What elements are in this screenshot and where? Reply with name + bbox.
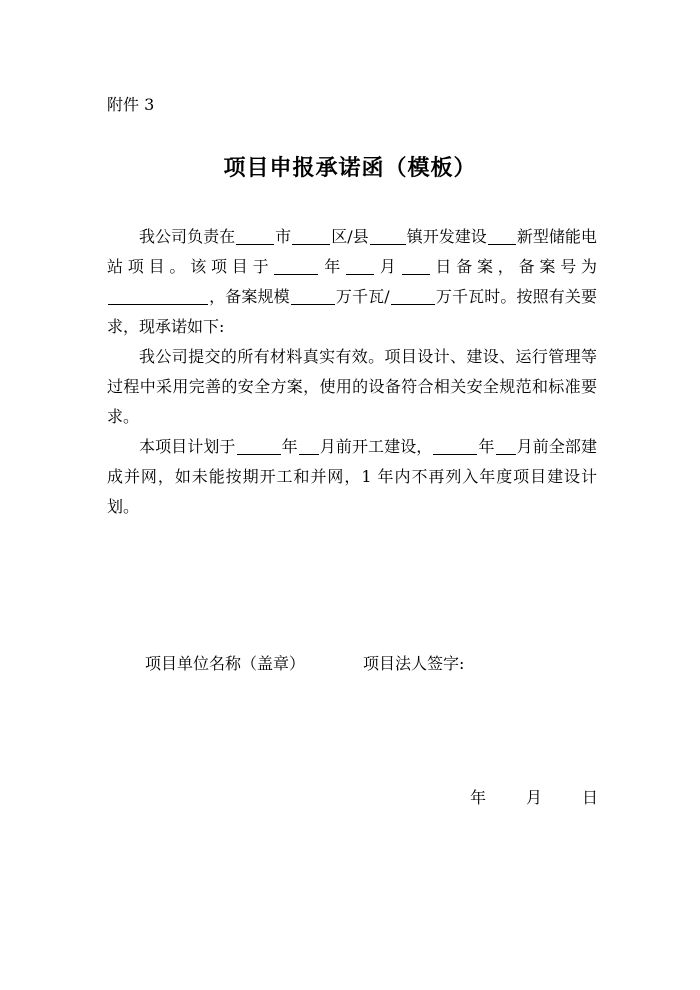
signature-row <box>145 652 464 676</box>
text-segment: 年 <box>478 437 495 456</box>
date-row <box>470 786 598 810</box>
text-segment: 年 <box>319 257 345 276</box>
text-segment: 月前全部建成并网，如未能按期开工和并网，1 年内不再列入年度项目建设计划。 <box>107 437 597 516</box>
text-segment: 我公司负责在 <box>139 227 236 246</box>
capacity-mwh-blank <box>391 288 435 305</box>
capacity-mw-blank <box>291 288 335 305</box>
date-month: 月 <box>526 788 543 807</box>
text-segment: 月 <box>375 257 401 276</box>
project-name-blank <box>488 228 516 245</box>
filing-day-blank <box>402 258 430 275</box>
commitment-paragraph-schedule <box>107 432 597 522</box>
text-segment: 月前开工建设， <box>319 437 433 456</box>
text-segment: 本项目计划于 <box>139 437 236 456</box>
attachment-label: 附件 3 <box>107 95 155 114</box>
commitment-paragraph-materials: 我公司提交的所有材料真实有效。项目设计、建设、运行管理等过程中采用完善的安全方案，使用的设备符合相关安全规范和标准要求。 <box>107 347 597 426</box>
unit-name-seal-label: 项目单位名称（盖章） <box>145 654 306 673</box>
district-blank <box>292 228 330 245</box>
text-segment: 日备案，备案号为 <box>430 257 597 276</box>
date-year: 年 <box>470 788 487 807</box>
start-year-blank <box>237 438 281 455</box>
legal-person-signature-label: 项目法人签字: <box>363 654 465 673</box>
grid-year-blank <box>433 438 477 455</box>
text-segment: 万千瓦/ <box>335 287 390 306</box>
filing-number-blank <box>108 288 208 305</box>
text-segment: 年 <box>281 437 298 456</box>
text-segment: ，备案规模 <box>209 287 290 306</box>
town-blank <box>370 228 406 245</box>
city-blank <box>236 228 274 245</box>
document-title: 项目申报承诺函（模板） <box>223 155 477 181</box>
document-body <box>107 222 597 522</box>
text-segment: 万千瓦时。按照有关要求，现承诺如下: <box>107 287 597 336</box>
text-segment: 新型储能电站项目。该项目于 <box>107 227 597 276</box>
grid-month-blank <box>496 438 516 455</box>
date-day: 日 <box>582 788 599 807</box>
text-segment: 区/县 <box>331 227 369 246</box>
text-segment: 市 <box>275 227 292 246</box>
filing-year-blank <box>274 258 318 275</box>
filing-month-blank <box>346 258 374 275</box>
text-segment: 镇开发建设 <box>406 227 487 246</box>
commitment-paragraph-intro <box>107 222 597 342</box>
start-month-blank <box>299 438 319 455</box>
